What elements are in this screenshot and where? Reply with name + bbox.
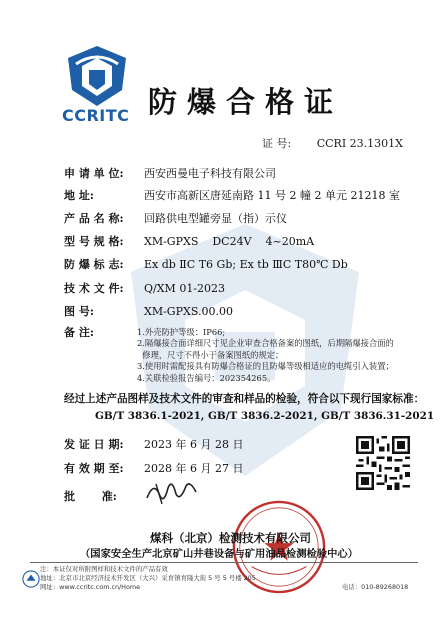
note-line: 修理，尺寸不得小于备案图纸的规定； xyxy=(137,349,284,360)
compliance-statement: 经过上述产品图样及技术文件的审查和样品的检验，符合以下现行国家标准： xyxy=(64,393,425,405)
field-value: 西安市高新区唐延南路 11 号 2 幢 2 单元 21218 室 xyxy=(144,189,400,202)
footer-line: 地址：北京市北京经济技术开发区（大兴）采育镇育隆大街 5 号 5 号楼 205 xyxy=(40,573,256,582)
field-product-name xyxy=(64,210,287,226)
field-tech-doc xyxy=(64,280,225,296)
note-line: 3.使用时需配接具有防爆合格证的且防爆等级相适应的电缆引入装置； xyxy=(137,361,394,372)
footer-line: 网址：www.ccritc.com.cn/Home xyxy=(40,582,141,591)
field-label: 防 爆 标 志: xyxy=(64,258,124,271)
note-line: 4.关联检验报告编号：202354265。 xyxy=(137,372,276,383)
field-value: Ex db ⅡC T6 Gb; Ex tb ⅢC T80℃ Db xyxy=(144,258,348,271)
field-remarks xyxy=(64,324,144,340)
field-label: 技 术 文 件: xyxy=(64,282,124,295)
field-label: 图 号: xyxy=(64,305,94,318)
field-model xyxy=(64,233,314,249)
field-label: 有 效 期 至: xyxy=(64,462,124,475)
footer-phone: 电话：010-89268018 xyxy=(342,583,409,591)
field-label: 发 证 日 期: xyxy=(64,438,124,451)
field-label: 地 址: xyxy=(64,189,94,202)
field-label: 产 品 名 称: xyxy=(64,212,124,225)
signature-icon xyxy=(142,470,202,510)
note-line: 2.隔爆接合面详细尺寸见企业审查合格备案的图纸，后期隔爆接合面的 xyxy=(137,338,394,349)
standards-list: GB/T 3836.1-2021, GB/T 3836.2-2021, GB/T 3836.31-2021 xyxy=(95,410,435,422)
remarks-notes xyxy=(137,327,417,384)
approver-label: 批 准: xyxy=(64,490,117,503)
cert-number-value: CCRI 23.1301X xyxy=(316,137,403,150)
footer-notes xyxy=(40,565,256,591)
footer-divider xyxy=(30,562,418,563)
qr-code-icon xyxy=(356,436,410,490)
footer-line: 注：本证仅对所附图样和技术文件的产品有效 xyxy=(40,565,168,573)
field-value: XM-GPXS.00.00 xyxy=(144,305,233,318)
certificate-number xyxy=(262,135,403,151)
field-address xyxy=(64,187,400,203)
issuer-name: 煤科（北京）检测技术有限公司 xyxy=(150,531,311,545)
field-drawing-no xyxy=(64,303,233,319)
issuer-subtitle: （国家安全生产北京矿山井巷设备与矿用油品检测检验中心） xyxy=(80,548,359,560)
cert-number-label: 证 号: xyxy=(262,137,292,150)
ccritc-logo-icon xyxy=(62,44,132,110)
field-applicant xyxy=(64,165,276,181)
field-label: 型 号 规 格: xyxy=(64,235,124,248)
field-value: Q/XM 01-2023 xyxy=(144,282,226,295)
field-label: 备 注: xyxy=(64,326,94,339)
field-value: 回路供电型罐旁显（指）示仪 xyxy=(144,212,287,225)
field-value: 西安西曼电子科技有限公司 xyxy=(144,167,276,180)
field-value: 2023 年 6 月 28 日 xyxy=(144,438,244,451)
document-title: 防爆合格证 xyxy=(148,85,344,119)
note-line: 1.外壳防护等级：IP66; xyxy=(137,327,226,337)
field-value: 2028 年 6 月 27 日 xyxy=(144,462,244,475)
logo-text: CCRITC xyxy=(62,106,130,125)
field-value: XM-GPXS DC24V 4~20mA xyxy=(144,235,315,248)
field-issue-date xyxy=(64,436,243,452)
field-ex-marking xyxy=(64,256,348,272)
field-label: 申 请 单 位: xyxy=(64,167,124,180)
footer-emblem-icon xyxy=(22,570,40,588)
